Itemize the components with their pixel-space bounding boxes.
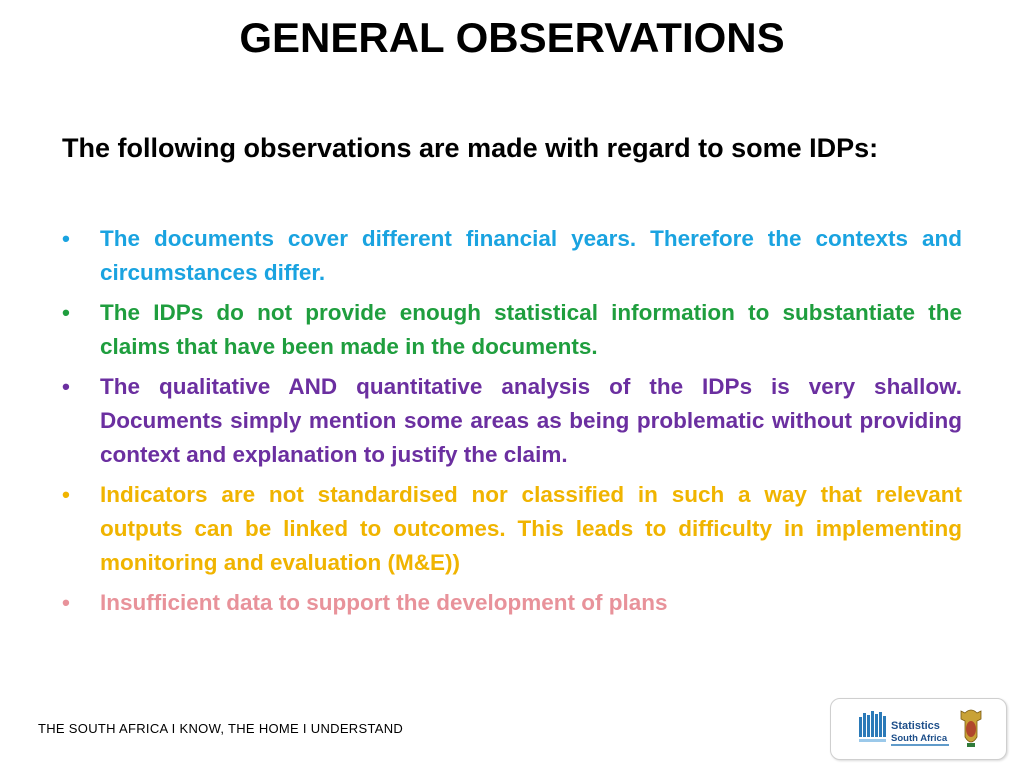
slide-title: GENERAL OBSERVATIONS (239, 14, 785, 61)
bullet-dot: • (62, 300, 70, 325)
observation-item-2 (62, 296, 962, 364)
observation-item-1 (62, 222, 962, 290)
intro-text: The following observations are made with regard to some IDPs: (62, 133, 879, 163)
observation-text-4: Indicators are not standardised nor classified in such a way that relevant outputs can be linked to outcomes. This leads to difficulty in implementing monitoring and evaluation (M&E)) (100, 482, 962, 575)
observation-item-5 (62, 586, 962, 620)
stats-sa-bars-icon (831, 699, 1006, 759)
observation-text-3: The qualitative AND quantitative analysis of the IDPs is very shallow. Documents simply mention some areas as being problematic without providing context and explanation to justify the claim. (100, 374, 962, 467)
footer-tagline: THE SOUTH AFRICA I KNOW, THE HOME I UNDERSTAND (38, 721, 404, 736)
observation-list (62, 222, 962, 626)
coat-of-arms-icon (961, 710, 981, 747)
stats-sa-logo (830, 698, 1007, 760)
observation-item-3 (62, 370, 962, 472)
bullet-dot: • (62, 590, 70, 615)
observation-item-4 (62, 478, 962, 580)
bullet-dot: • (62, 482, 70, 507)
bullet-dot: • (62, 374, 70, 399)
observation-text-1: The documents cover different financial years. Therefore the contexts and circumstances differ. (100, 226, 962, 285)
bullet-dot: • (62, 226, 70, 251)
observation-text-5: Insufficient data to support the development of plans (100, 590, 668, 615)
observation-text-2: The IDPs do not provide enough statistical information to substantiate the claims that have been made in the documents. (100, 300, 962, 359)
logo-line-2: South Africa (891, 733, 948, 744)
logo-line-1: Statistics (891, 720, 940, 732)
